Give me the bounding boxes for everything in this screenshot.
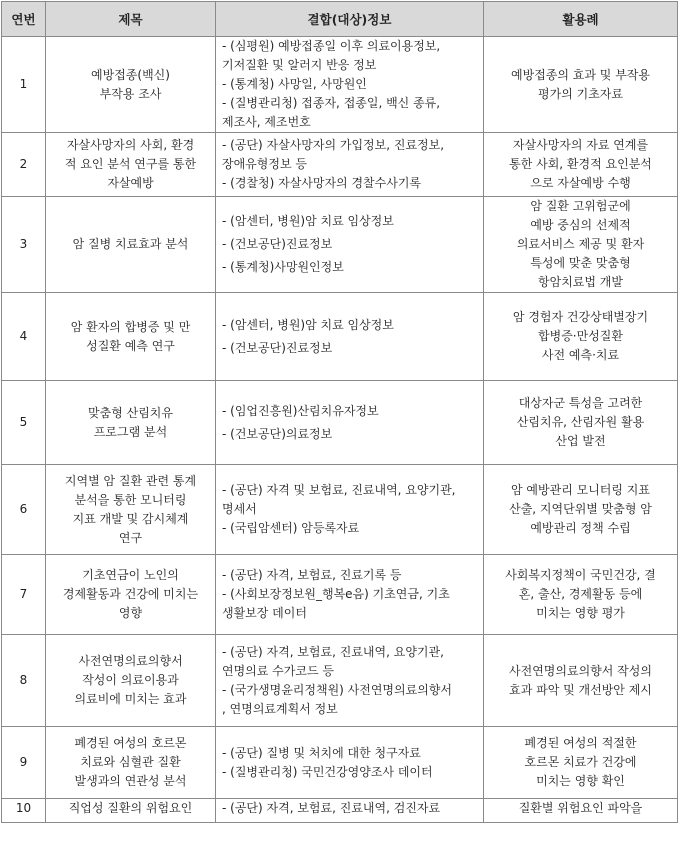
- row-title: [46, 635, 216, 727]
- row-info: [216, 465, 484, 555]
- row-info: [216, 799, 484, 823]
- table-row: [2, 197, 678, 293]
- row-use: [484, 635, 678, 727]
- info-bullet: [222, 681, 477, 719]
- title-line: 경제활동과 건강에 미치는: [62, 587, 199, 601]
- info-line: - (건보공단)진료정보: [222, 237, 333, 251]
- row-title: [46, 555, 216, 635]
- row-number: 6: [2, 465, 46, 555]
- use-line: 산업 발전: [555, 434, 606, 448]
- info-bullet: [222, 402, 477, 421]
- info-bullet: [222, 744, 477, 763]
- row-title: [46, 381, 216, 465]
- title-line: 작성이 의료이용과: [82, 673, 179, 687]
- use-line: 평가의 기초자료: [538, 86, 623, 101]
- info-line: - (질병관리청) 국민건강영양조사 데이터: [222, 764, 433, 779]
- info-line: - (심평원) 예방접종일 이후 의료이용정보,: [222, 39, 441, 53]
- info-bullet: [222, 37, 477, 75]
- header-row: [2, 2, 678, 37]
- info-line: - (국가생명윤리정책원) 사전연명의료의향서: [222, 682, 452, 697]
- use-line: 사전 예측·치료: [541, 348, 620, 362]
- row-title: [46, 37, 216, 133]
- info-bullet: [222, 75, 477, 94]
- info-line: - (국립암센터) 암등록자료: [222, 521, 360, 535]
- info-line: 연명의료 수가코드 등: [222, 663, 334, 678]
- row-number: 10: [2, 799, 46, 823]
- info-line: - (건보공단)진료정보: [222, 340, 333, 355]
- table-row: [2, 37, 678, 133]
- info-line: - (암센터, 병원)암 치료 임상정보: [222, 317, 394, 332]
- info-line: - (공단) 질병 및 처치에 대한 청구자료: [222, 745, 421, 760]
- info-line: - (공단) 자살사망자의 가입정보, 진료정보,: [222, 138, 445, 152]
- title-line: 연구: [118, 530, 143, 545]
- row-info: [216, 555, 484, 635]
- info-bullet: [222, 339, 477, 358]
- use-line: 혼, 출산, 경제활동 등에: [518, 587, 643, 601]
- row-title: [46, 293, 216, 381]
- info-bullet: [222, 174, 477, 193]
- use-line: 대상자군 특성을 고려한: [518, 396, 643, 410]
- info-bullet: [222, 425, 477, 444]
- table-row: [2, 799, 678, 823]
- info-line: - (사회보장정보원_행복e음) 기초연금, 기초: [222, 587, 450, 601]
- title-line: 치료와 심혈관 질환: [80, 755, 181, 769]
- title-line: 지역별 암 질환 관련 통계: [64, 473, 197, 488]
- info-line: - (공단) 자격, 보험료, 진료내역, 검진자료: [222, 801, 441, 815]
- row-use: [484, 197, 678, 293]
- use-line: 항암치료법 개발: [538, 275, 623, 289]
- row-use: [484, 555, 678, 635]
- table-row: [2, 555, 678, 635]
- use-line: 미치는 영향 확인: [536, 774, 625, 788]
- row-info: [216, 133, 484, 197]
- row-use: [484, 293, 678, 381]
- info-bullet: [222, 235, 477, 254]
- use-line: 효과 파악 및 개선방안 제시: [509, 682, 652, 697]
- use-line: 암 예방관리 모니터링 지표: [511, 483, 650, 497]
- info-line: 기저질환 및 알러지 반응 정보: [222, 58, 377, 72]
- header-title: 제목: [46, 2, 216, 37]
- info-line: 장애유형정보 등: [222, 157, 307, 171]
- info-line: - (질병관리청) 접종자, 접종일, 백신 종류,: [222, 96, 441, 110]
- use-line: 호르몬 치료가 건강에: [524, 755, 637, 769]
- row-title: [46, 197, 216, 293]
- row-use: [484, 727, 678, 799]
- info-line: - (암센터, 병원)암 치료 임상정보: [222, 214, 394, 228]
- info-bullet: [222, 136, 477, 174]
- use-line: 사회복지정책이 국민건강, 결: [505, 568, 656, 582]
- info-bullet: [222, 258, 477, 277]
- info-line: - (임업진흥원)산림치유자정보: [222, 403, 379, 418]
- header-num: 연번: [2, 2, 46, 37]
- row-use: [484, 465, 678, 555]
- use-line: 의료서비스 제공 및 환자: [516, 237, 645, 251]
- row-info: [216, 293, 484, 381]
- info-bullet: [222, 585, 477, 623]
- row-number: 8: [2, 635, 46, 727]
- row-title: [46, 465, 216, 555]
- info-line: - (통계청)사망원인정보: [222, 260, 344, 274]
- row-info: [216, 381, 484, 465]
- row-use: [484, 133, 678, 197]
- table-row: [2, 133, 678, 197]
- title-line: 분석을 통한 모니터링: [74, 492, 187, 507]
- info-bullet: [222, 566, 477, 585]
- title-line: 자살사망자의 사회, 환경: [66, 138, 195, 152]
- info-line: , 연명의료계획서 정보: [222, 701, 338, 716]
- table-row: [2, 381, 678, 465]
- row-info: [216, 197, 484, 293]
- info-line: 명세서: [222, 502, 257, 516]
- use-line: 산림치유, 산림자원 활용: [516, 415, 645, 429]
- use-line: 으로 자살예방 수행: [530, 176, 631, 190]
- row-use: [484, 381, 678, 465]
- title-line: 암 질병 치료효과 분석: [72, 237, 189, 251]
- header-info: 결합(대상)정보: [216, 2, 484, 37]
- info-bullet: [222, 94, 477, 132]
- info-bullet: [222, 316, 477, 335]
- table-row: [2, 635, 678, 727]
- title-line: 발생과의 연관성 분석: [74, 774, 187, 788]
- info-bullet: [222, 799, 477, 818]
- use-line: 암 질환 고위험군에: [530, 199, 631, 213]
- row-number: 2: [2, 133, 46, 197]
- title-line: 직업성 질환의 위험요인: [68, 801, 193, 815]
- row-title: [46, 727, 216, 799]
- use-line: 자살사망자의 자료 연계를: [512, 138, 649, 152]
- info-bullet: [222, 519, 477, 538]
- row-use: [484, 37, 678, 133]
- info-bullet: [222, 643, 477, 681]
- title-line: 폐경된 여성의 호르몬: [74, 736, 187, 750]
- title-line: 기초연금이 노인의: [82, 568, 179, 582]
- use-line: 특성에 맞춘 맞춤형: [530, 256, 631, 270]
- row-number: 3: [2, 197, 46, 293]
- table-body: [2, 37, 678, 823]
- info-bullet: [222, 212, 477, 231]
- title-line: 적 요인 분석 연구를 통한: [64, 157, 197, 171]
- title-line: 지표 개발 및 감시체계: [72, 511, 189, 526]
- use-line: 미치는 영향 평가: [536, 606, 625, 620]
- row-number: 5: [2, 381, 46, 465]
- use-line: 산출, 지역단위별 맞춤형 암: [509, 502, 652, 516]
- title-line: 성질환 예측 연구: [86, 338, 175, 353]
- row-number: 1: [2, 37, 46, 133]
- info-line: - (공단) 자격, 보험료, 진료기록 등: [222, 568, 402, 582]
- row-info: [216, 635, 484, 727]
- info-line: 생활보장 데이터: [222, 606, 307, 620]
- info-line: - (공단) 자격, 보험료, 진료내역, 요양기관,: [222, 644, 444, 659]
- row-number: 4: [2, 293, 46, 381]
- use-line: 예방관리 정책 수립: [530, 521, 631, 535]
- title-line: 예방접종(백신): [91, 67, 170, 82]
- title-line: 영향: [118, 606, 143, 620]
- data-table: [1, 1, 678, 823]
- info-line: - (경찰청) 자살사망자의 경찰수사기록: [222, 176, 422, 190]
- table-row: [2, 727, 678, 799]
- info-bullet: [222, 763, 477, 782]
- row-title: [46, 133, 216, 197]
- info-line: - (건보공단)의료정보: [222, 426, 333, 441]
- info-bullet: [222, 481, 477, 519]
- use-line: 통한 사회, 환경적 요인분석: [509, 157, 652, 171]
- title-line: 자살예방: [107, 176, 154, 190]
- use-line: 암 경험자 건강상태별장기: [512, 310, 649, 324]
- row-title: [46, 799, 216, 823]
- row-number: 7: [2, 555, 46, 635]
- use-line: 합병증·만성질환: [538, 329, 623, 343]
- title-line: 프로그램 분석: [93, 424, 168, 439]
- use-line: 예방 중심의 선제적: [530, 218, 631, 232]
- row-use: [484, 799, 678, 823]
- info-line: - (통계청) 사망일, 사망원인: [222, 77, 367, 91]
- use-line: 사전연명의료의향서 작성의: [509, 663, 652, 678]
- table-row: [2, 293, 678, 381]
- info-line: 제조사, 제조번호: [222, 115, 311, 129]
- title-line: 사전연명의료의향서: [78, 654, 183, 668]
- title-line: 의료비에 미치는 효과: [74, 692, 187, 706]
- use-line: 예방접종의 효과 및 부작용: [511, 67, 650, 82]
- use-line: 폐경된 여성의 적절한: [524, 736, 637, 750]
- header-use: 활용례: [484, 2, 678, 37]
- table-row: [2, 465, 678, 555]
- use-line: 질환별 위험요인 파악을: [518, 801, 643, 815]
- row-info: [216, 37, 484, 133]
- info-line: - (공단) 자격 및 보험료, 진료내역, 요양기관,: [222, 483, 456, 497]
- title-line: 맞춤형 산림치유: [88, 405, 173, 420]
- row-number: 9: [2, 727, 46, 799]
- row-info: [216, 727, 484, 799]
- title-line: 부작용 조사: [99, 86, 162, 101]
- title-line: 암 환자의 합병증 및 만: [70, 319, 191, 334]
